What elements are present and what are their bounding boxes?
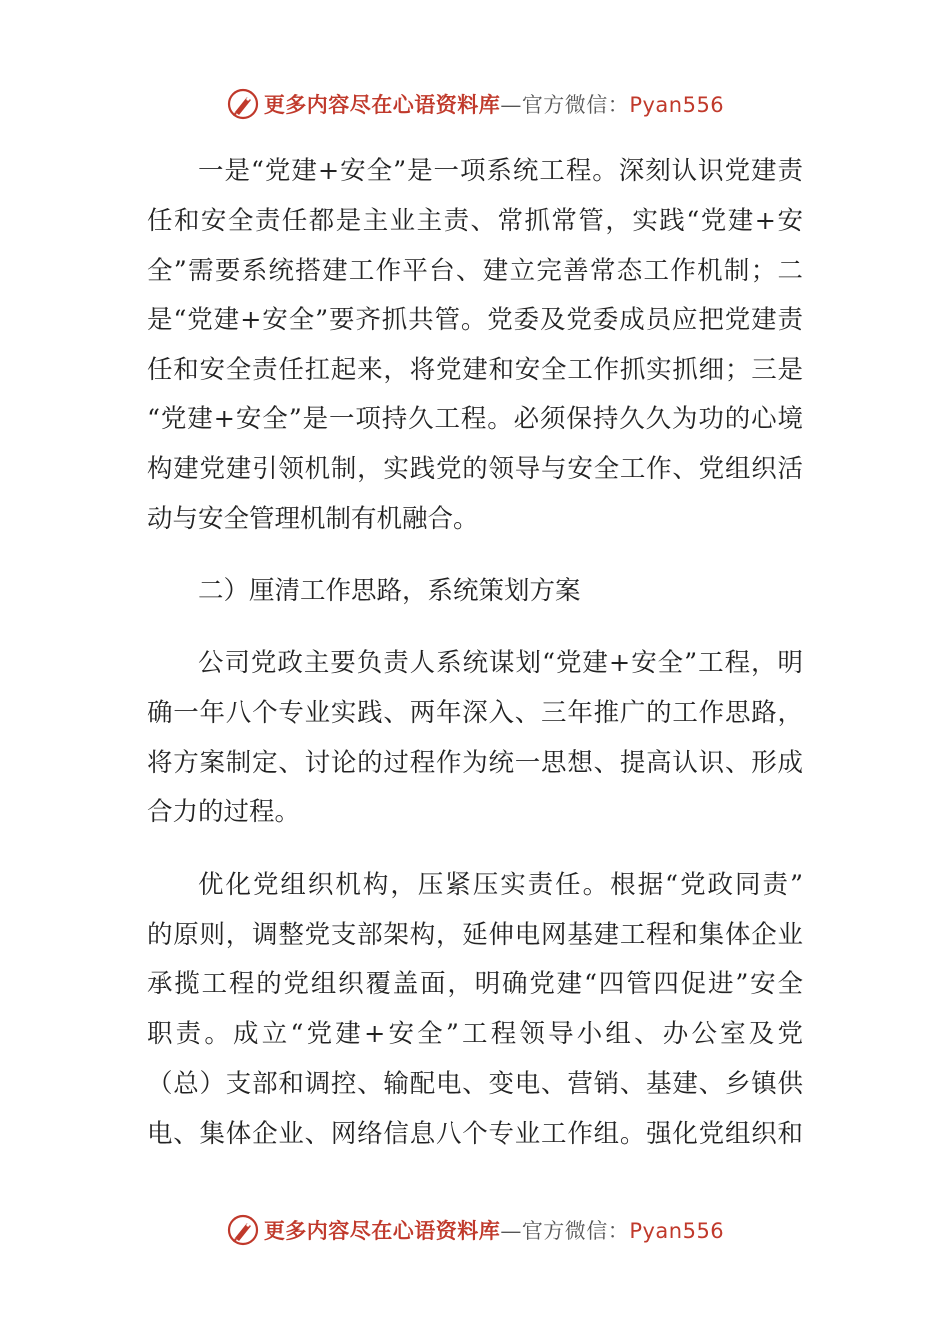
paragraph-3-line-5: （总）支部和调控、输配电、变电、营销、基建、乡镇供	[147, 1069, 803, 1099]
banner-site-name: 更多内容尽在心语资料库	[263, 1218, 501, 1243]
pen-nib-logo-icon	[226, 1213, 260, 1247]
footer-banner	[0, 1210, 950, 1250]
paragraph-3-line-1: 优化党组织机构，压紧压实责任。根据“党政同责”	[198, 870, 803, 900]
paragraph-1-line-5: 任和安全责任扛起来，将党建和安全工作抓实抓细；三是	[147, 355, 803, 385]
paragraph-2-line-2: 确一年八个专业实践、两年深入、三年推广的工作思路，	[147, 698, 803, 728]
header-banner-text	[264, 89, 724, 119]
pen-nib-logo-icon	[226, 87, 260, 121]
banner-site-name: 更多内容尽在心语资料库	[263, 92, 501, 117]
paragraph-3-line-2: 的原则，调整党支部架构，延伸电网基建工程和集体企业	[147, 920, 803, 950]
banner-wechat-label: —官方微信：	[500, 93, 630, 117]
paragraph-1-line-4: 是“党建+安全”要齐抓共管。党委及党委成员应把党建责	[147, 305, 803, 335]
paragraph-1-line-6: “党建+安全”是一项持久工程。必须保持久久为功的心境	[147, 404, 803, 434]
paragraph-3-line-6: 电、集体企业、网络信息八个专业工作组。强化党组织和	[147, 1119, 803, 1149]
footer-banner-text	[264, 1215, 724, 1245]
paragraph-3-line-3: 承揽工程的党组织覆盖面，明确党建“四管四促进”安全	[147, 969, 803, 999]
paragraph-2-line-1: 公司党政主要负责人系统谋划“党建+安全”工程，明	[198, 648, 803, 678]
section-heading: 二）厘清工作思路，系统策划方案	[198, 576, 581, 606]
paragraph-1-line-2: 任和安全责任都是主业主责、常抓常管，实践“党建+安	[147, 206, 803, 236]
header-banner	[0, 84, 950, 124]
banner-wechat-id: Pyan556	[629, 93, 725, 117]
banner-wechat-label: —官方微信：	[500, 1219, 630, 1243]
banner-wechat-id: Pyan556	[629, 1219, 725, 1243]
paragraph-2-line-3: 将方案制定、讨论的过程作为统一思想、提高认识、形成	[147, 748, 803, 778]
paragraph-1-line-8: 动与安全管理机制有机融合。	[147, 504, 479, 534]
paragraph-1-line-3: 全”需要系统搭建工作平台、建立完善常态工作机制；二	[147, 256, 803, 286]
paragraph-3-line-4: 职责。成立“党建+安全”工程领导小组、办公室及党	[147, 1019, 803, 1049]
paragraph-1-line-7: 构建党建引领机制，实践党的领导与安全工作、党组织活	[147, 454, 803, 484]
paragraph-1-line-1: 一是“党建+安全”是一项系统工程。深刻认识党建责	[198, 156, 803, 186]
paragraph-2-line-4: 合力的过程。	[147, 797, 301, 827]
